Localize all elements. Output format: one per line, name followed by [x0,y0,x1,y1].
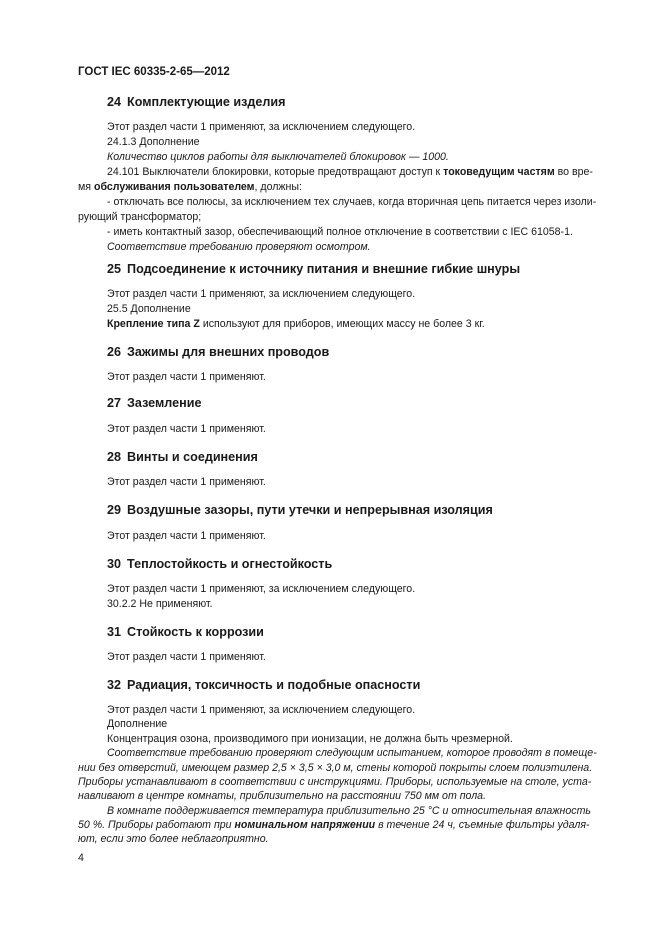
paragraph: Этот раздел части 1 применяют. [107,423,266,435]
section-title: Зажимы для внешних проводов [127,345,330,359]
paragraph: Соответствие требованию проверяют следующим испытанием, которое проводят в помеще- [107,747,597,759]
paragraph [78,819,590,832]
paragraph [78,181,302,194]
clause-label: 25.5 Дополнение [107,303,191,315]
paragraph: нии без отверстий, имеющем размер 2,5 × 3,5 × 3,0 м, стены которой покрыты слоем полиэтилена. [78,762,593,774]
section-29-heading [107,503,493,517]
text-run: 24.101 Выключатели блокировки, которые предотвращают доступ к [107,166,444,178]
section-number: 28 [107,450,122,464]
text-run: используют для приборов, имеющих массу не более 3 кг. [199,318,485,330]
paragraph: Этот раздел части 1 применяют. [107,476,266,488]
section-32-heading [107,678,420,692]
section-title: Комплектующие изделия [127,95,286,109]
paragraph: Концентрация озона, производимого при ионизации, не должна быть чрезмерной. [107,733,513,745]
section-number: 26 [107,345,122,359]
section-number: 27 [107,396,122,410]
section-31-heading [107,625,264,639]
section-title: Радиация, токсичность и подобные опасности [127,678,421,692]
text-run: мя [78,181,94,193]
list-item: - иметь контактный зазор, обеспечивающий полное отключение в соответствии с IEC 61058-1. [107,226,573,238]
paragraph: ют, если это более неблагоприятно. [78,833,269,845]
text-run: , должны: [254,181,302,193]
clause-label: 24.1.3 Дополнение [107,136,200,148]
text-run: 50 %. Приборы работают при [78,819,235,831]
section-number: 32 [107,678,122,692]
paragraph: навливают в центре комнаты, приблизительно на расстоянии 750 мм от пола. [78,790,487,802]
defined-term: номинальном напряжении [234,819,376,831]
clause-label: 30.2.2 Не применяют. [107,598,213,610]
section-30-heading [107,557,332,571]
section-number: 30 [107,557,122,571]
section-number: 24 [107,95,122,109]
section-title: Винты и соединения [127,450,258,464]
clause-label: Дополнение [107,718,168,730]
defined-term: Крепление типа Z [107,318,200,330]
paragraph: Соответствие требованию проверяют осмотром. [107,241,371,253]
paragraph: Этот раздел части 1 применяют. [107,651,266,663]
section-number: 29 [107,503,122,517]
paragraph [107,166,593,179]
paragraph: Количество циклов работы для выключателей блокировок — 1000. [107,151,449,163]
defined-term: обслуживания пользователем [93,181,255,193]
section-title: Стойкость к коррозии [127,625,264,639]
paragraph: Этот раздел части 1 применяют, за исключением следующего. [107,583,416,595]
paragraph: В комнате поддерживается температура приблизительно 25 °С и относительная влажность [107,805,591,817]
section-number: 25 [107,262,122,276]
defined-term: токоведущим частям [443,166,555,178]
paragraph: Приборы устанавливают в соответствии с инструкциями. Приборы, используемые на столе, уста- [78,776,592,788]
paragraph: Этот раздел части 1 применяют. [107,530,266,542]
section-28-heading [107,450,258,464]
section-title: Заземление [127,396,202,410]
paragraph: Этот раздел части 1 применяют, за исключением следующего. [107,704,416,716]
section-title: Воздушные зазоры, пути утечки и непрерывная изоляция [127,503,493,517]
section-25-heading [107,262,520,276]
section-24-heading [107,95,286,109]
list-item: - отключать все полюсы, за исключением тех случаев, когда вторичная цепь питается через изоли- [107,196,597,208]
section-27-heading [107,396,202,410]
section-26-heading [107,345,329,359]
paragraph: Этот раздел части 1 применяют. [107,371,266,383]
page-number: 4 [78,852,84,864]
section-title: Теплостойкость и огнестойкость [127,557,333,571]
document-header: ГОСТ IEC 60335-2-65—2012 [78,66,230,78]
text-run: во вре- [554,166,593,178]
paragraph: Этот раздел части 1 применяют, за исключением следующего. [107,121,416,133]
section-title: Подсоединение к источнику питания и внешние гибкие шнуры [127,262,521,276]
paragraph [107,318,485,331]
paragraph: рующий трансформатор; [78,211,202,223]
paragraph: Этот раздел части 1 применяют, за исключением следующего. [107,288,416,300]
text-run: в течение 24 ч, съемные фильтры удаля- [375,819,590,831]
section-number: 31 [107,625,122,639]
